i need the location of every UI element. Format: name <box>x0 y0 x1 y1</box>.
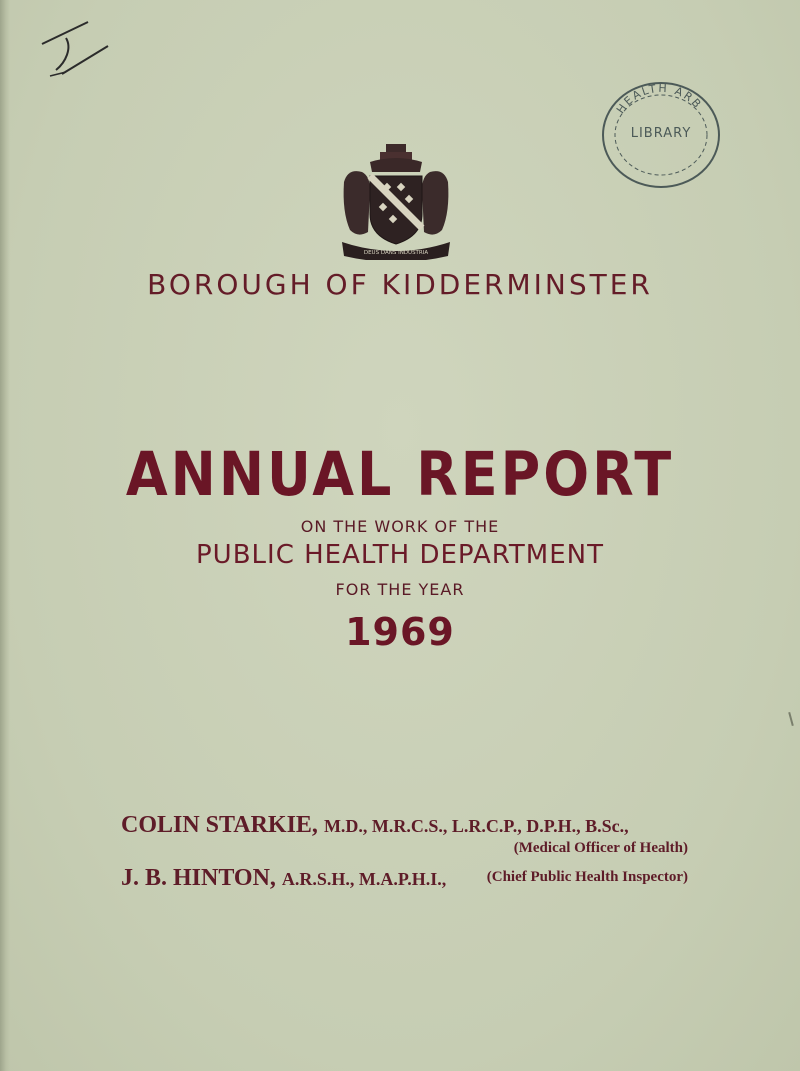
officer-1-role: (Medical Officer of Health) <box>513 840 688 856</box>
officer-1-qualifications: M.D., M.R.C.S., L.R.C.P., D.P.H., B.Sc., <box>323 816 629 836</box>
handwritten-mark-icon <box>38 18 110 80</box>
report-title: ANNUAL REPORT <box>125 439 675 510</box>
coat-of-arms-icon <box>340 142 452 260</box>
stamp-ring-text: HEALTH ARB <box>613 81 705 116</box>
report-year: 1969 <box>345 610 455 654</box>
officer-2 <box>121 865 446 892</box>
crest-motto: DEUS DANS INDUSTRIA <box>363 250 429 256</box>
stamp-library-text: LIBRARY <box>630 126 692 141</box>
subtitle-line-3: FOR THE YEAR <box>335 580 465 599</box>
officer-2-name: J. B. HINTON, <box>121 865 276 891</box>
officer-2-role: (Chief Public Health Inspector) <box>486 869 688 885</box>
svg-text:HEALTH ARB <box>614 82 705 116</box>
authority-heading: BOROUGH OF KIDDERMINSTER <box>147 268 653 301</box>
subtitle-line-1: ON THE WORK OF THE <box>300 517 500 536</box>
library-stamp <box>596 70 726 200</box>
officer-1-name: COLIN STARKIE, <box>121 812 318 838</box>
department-name: PUBLIC HEALTH DEPARTMENT <box>196 540 604 570</box>
stray-mark <box>788 712 794 726</box>
officer-2-qualifications: A.R.S.H., M.A.P.H.I., <box>281 869 447 889</box>
officer-1 <box>121 812 629 839</box>
